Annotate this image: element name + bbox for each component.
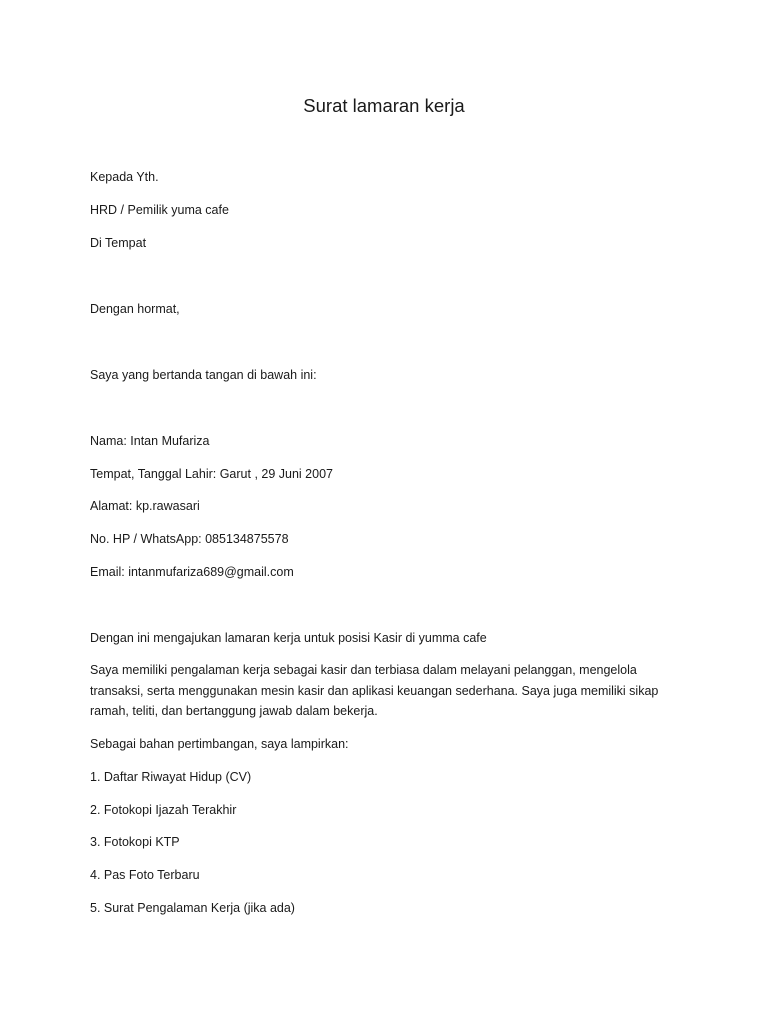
intro-text: Saya yang bertanda tangan di bawah ini: bbox=[90, 368, 317, 382]
identity-phone: No. HP / WhatsApp: 085134875578 bbox=[90, 532, 289, 546]
recipient-line: HRD / Pemilik yuma cafe bbox=[90, 203, 229, 217]
identity-name: Nama: Intan Mufariza bbox=[90, 434, 210, 448]
attachment-item: 5. Surat Pengalaman Kerja (jika ada) bbox=[90, 901, 295, 915]
identity-address: Alamat: kp.rawasari bbox=[90, 499, 200, 513]
attachment-item: 3. Fotokopi KTP bbox=[90, 835, 180, 849]
attachments-intro: Sebagai bahan pertimbangan, saya lampirkan: bbox=[90, 737, 349, 751]
attachment-item: 1. Daftar Riwayat Hidup (CV) bbox=[90, 770, 252, 784]
application-statement: Dengan ini mengajukan lamaran kerja untuk posisi Kasir di yumma cafe bbox=[90, 631, 487, 645]
recipient-line: Kepada Yth. bbox=[90, 170, 159, 184]
identity-email: Email: intanmufariza689@gmail.com bbox=[90, 565, 294, 579]
experience-line: transaksi, serta menggunakan mesin kasir dan aplikasi keuangan sederhana. Saya juga memiliki sikap bbox=[90, 683, 659, 698]
greeting: Dengan hormat, bbox=[90, 302, 180, 316]
document-title: Surat lamaran kerja bbox=[303, 95, 465, 116]
recipient-line: Di Tempat bbox=[90, 236, 147, 250]
attachment-item: 2. Fotokopi Ijazah Terakhir bbox=[90, 803, 237, 817]
identity-birth: Tempat, Tanggal Lahir: Garut , 29 Juni 2007 bbox=[90, 467, 333, 481]
experience-line: Saya memiliki pengalaman kerja sebagai kasir dan terbiasa dalam melayani pelanggan, mengelola bbox=[90, 663, 637, 677]
experience-line: ramah, teliti, dan bertanggung jawab dalam bekerja. bbox=[90, 704, 378, 718]
attachment-item: 4. Pas Foto Terbaru bbox=[90, 868, 200, 882]
experience-paragraph bbox=[90, 660, 690, 722]
